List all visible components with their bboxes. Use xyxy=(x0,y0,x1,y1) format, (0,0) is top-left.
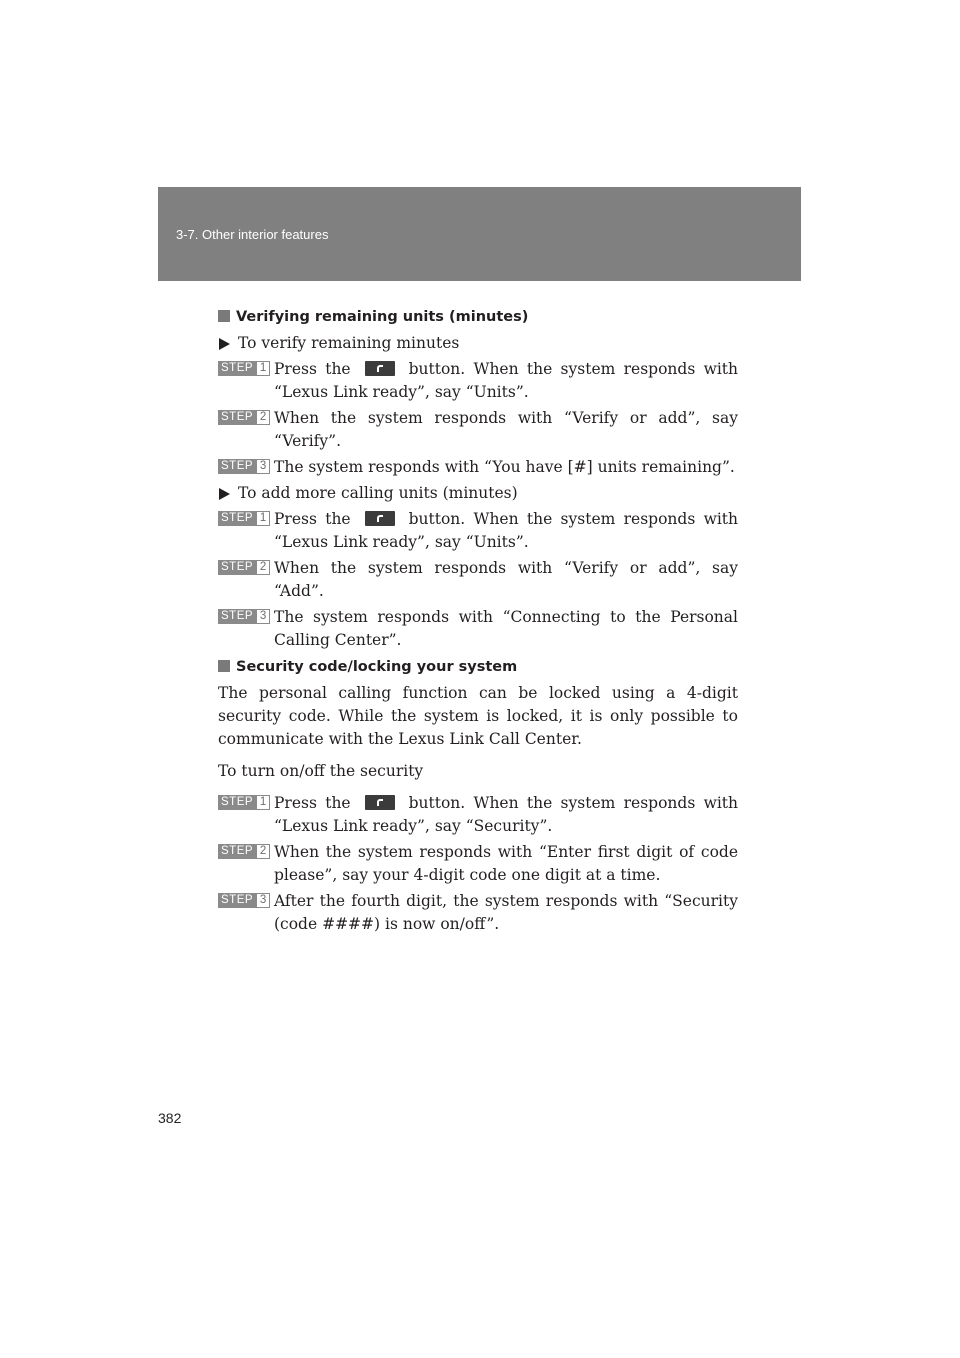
page-number: 382 xyxy=(158,1110,182,1126)
step-badge: STEP 3 xyxy=(218,609,270,624)
section-title: 3-7. Other interior features xyxy=(176,227,329,242)
page-content xyxy=(218,305,738,939)
bullet-add-units: To add more calling units (minutes) xyxy=(218,482,738,505)
step-badge: STEP 3 xyxy=(218,459,270,474)
step-badge: STEP 2 xyxy=(218,844,270,859)
step-item: STEP 2 When the system responds with “Verify or add”, say “Verify”. xyxy=(218,407,738,453)
triangle-bullet-icon xyxy=(219,338,230,350)
square-bullet-icon xyxy=(218,660,230,672)
heading-security-code: Security code/locking your system xyxy=(218,655,738,679)
step-badge: STEP 2 xyxy=(218,410,270,425)
step-item: STEP 1 Press the button. When the system responds with “Lexus Link ready”, say “Units”. xyxy=(218,358,738,404)
phone-talk-icon xyxy=(365,361,395,376)
step-item: STEP 3 The system responds with “Connecting to the Personal Calling Center”. xyxy=(218,606,738,652)
step-item: STEP 2 When the system responds with “Enter first digit of code please”, say your 4-digit code one digit at a time. xyxy=(218,841,738,887)
square-bullet-icon xyxy=(218,310,230,322)
step-item: STEP 3 After the fourth digit, the system responds with “Security (code ####) is now on/off”. xyxy=(218,890,738,936)
step-badge: STEP 1 xyxy=(218,795,270,810)
security-paragraph: The personal calling function can be locked using a 4-digit security code. While the system is locked, it is only possible to communicate with the Lexus Link Call Center. xyxy=(218,684,738,748)
heading-verifying-units: Verifying remaining units (minutes) xyxy=(218,305,738,329)
step-badge: STEP 1 xyxy=(218,511,270,526)
security-intro: To turn on/off the security xyxy=(218,762,424,780)
step-badge: STEP 1 xyxy=(218,361,270,376)
bullet-verify-minutes: To verify remaining minutes xyxy=(218,332,738,355)
step-item: STEP 1 Press the button. When the system responds with “Lexus Link ready”, say “Units”. xyxy=(218,508,738,554)
step-badge: STEP 2 xyxy=(218,560,270,575)
step-item: STEP 1 Press the button. When the system responds with “Lexus Link ready”, say “Security”. xyxy=(218,792,738,838)
step-item: STEP 3 The system responds with “You have [#] units remaining”. xyxy=(218,456,738,479)
step-badge: STEP 3 xyxy=(218,893,270,908)
step-item: STEP 2 When the system responds with “Verify or add”, say “Add”. xyxy=(218,557,738,603)
header-band xyxy=(158,187,801,281)
phone-talk-icon xyxy=(365,511,395,526)
phone-talk-icon xyxy=(365,795,395,810)
triangle-bullet-icon xyxy=(219,488,230,500)
